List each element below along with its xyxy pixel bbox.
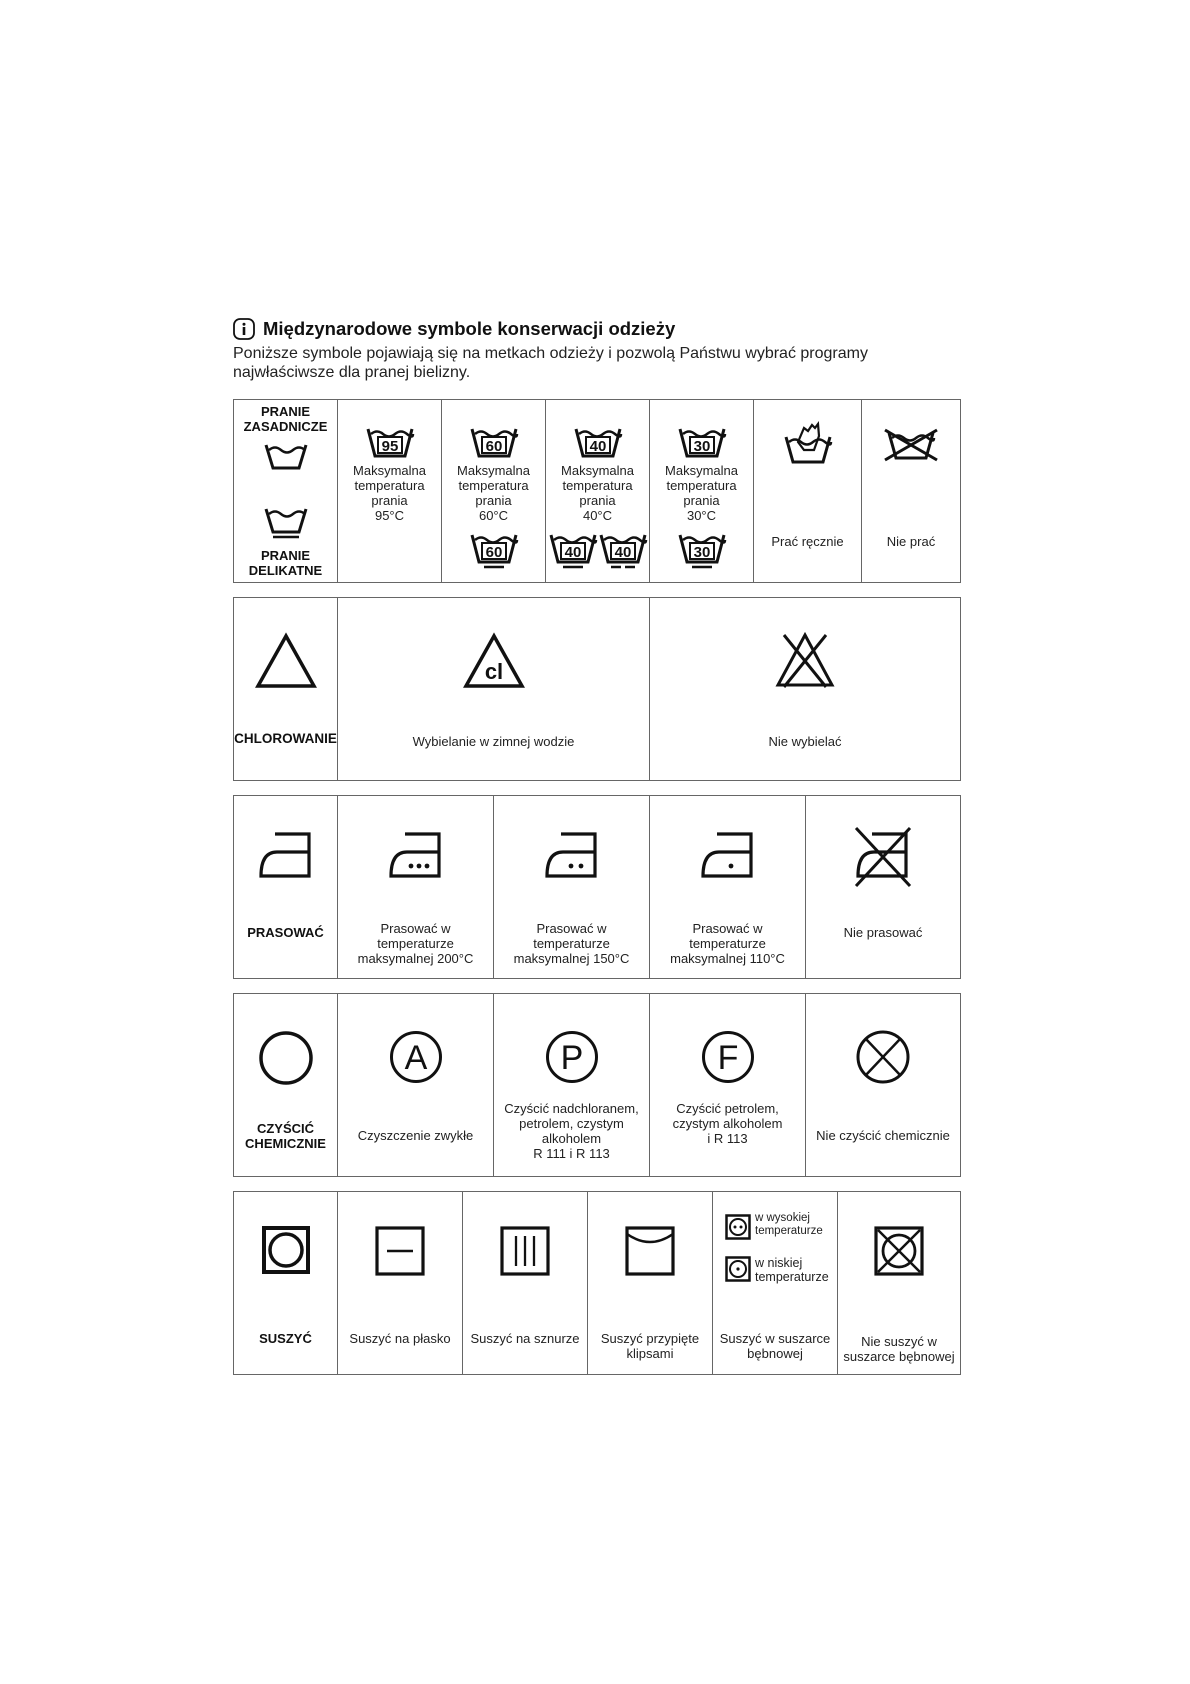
washtub-95-icon xyxy=(366,426,414,458)
delicate-wash-label: PRANIE DELIKATNE xyxy=(248,548,323,578)
dry-clean-normal-label: Czyszczenie zwykłe xyxy=(357,1128,474,1143)
iron-200-label: Prasować w temperaturze maksymalnej 200°C xyxy=(357,921,474,966)
dry-clean-f-label: Czyścić petrolem, czystym alkoholem i R 113 xyxy=(672,1101,783,1146)
cold-bleach-label: Wybielanie w zimnej wodzie xyxy=(412,734,575,749)
wash-30-cell xyxy=(650,400,754,583)
drying-table xyxy=(233,1191,961,1375)
no-tumble-dry-cell xyxy=(838,1192,961,1375)
tumble-low-icon xyxy=(725,1256,751,1282)
tumble-dry-label: Suszyć w suszarce bębnowej xyxy=(719,1331,831,1361)
drip-dry-label: Suszyć przypięte klipsami xyxy=(600,1331,700,1361)
no-wash-label: Nie prać xyxy=(886,534,936,549)
svg-text:A: A xyxy=(404,1039,427,1077)
iron-icon xyxy=(257,830,315,880)
washtub-60-icon xyxy=(470,426,518,458)
no-dry-clean-icon xyxy=(855,1028,911,1086)
wash-40-cell xyxy=(546,400,650,583)
no-iron-cell xyxy=(806,796,961,979)
washtub-60-delicate-icon xyxy=(470,532,518,570)
tumble-dry-icon xyxy=(262,1226,310,1274)
svg-text:60: 60 xyxy=(485,544,502,561)
dry-flat-cell xyxy=(338,1192,463,1375)
drying-label-cell xyxy=(234,1192,338,1375)
svg-text:P: P xyxy=(560,1039,583,1077)
hand-wash-cell xyxy=(754,400,862,583)
wash-60-caption: Maksymalna temperatura prania 60°C xyxy=(457,463,530,523)
svg-text:40: 40 xyxy=(564,544,581,561)
svg-text:30: 30 xyxy=(693,438,710,455)
bleaching-label: CHLOROWANIE xyxy=(234,731,337,746)
dry-flat-icon xyxy=(375,1226,425,1276)
no-iron-label: Nie prasować xyxy=(843,925,923,940)
washtub-delicate-icon xyxy=(264,506,308,540)
intro-text: Poniższe symbole pojawiają się na metkach odzieży i pozwolą Państwu wybrać programy najwłaściwsze dla pranej bielizny. xyxy=(233,345,868,381)
svg-text:cl: cl xyxy=(484,659,503,684)
page-title: Międzynarodowe symbole konserwacji odzieży xyxy=(263,318,676,339)
circle-f-icon xyxy=(701,1030,755,1084)
iron-one-dot-icon xyxy=(699,830,757,880)
info-icon xyxy=(233,318,255,340)
washing-table xyxy=(233,399,961,583)
iron-110-cell xyxy=(650,796,806,979)
circle-a-icon xyxy=(389,1030,443,1084)
cold-bleach-cell xyxy=(338,598,650,781)
bleaching-table xyxy=(233,597,961,781)
drying-label: SUSZYĆ xyxy=(259,1331,312,1346)
wash-60-cell xyxy=(442,400,546,583)
iron-200-cell xyxy=(338,796,494,979)
ironing-table xyxy=(233,795,961,979)
svg-text:40: 40 xyxy=(614,544,631,561)
dry-line-icon xyxy=(500,1226,550,1276)
svg-text:60: 60 xyxy=(485,438,502,455)
no-wash-cell xyxy=(862,400,961,583)
svg-text:30: 30 xyxy=(693,544,710,561)
ironing-label-cell xyxy=(234,796,338,979)
dry-cleaning-table xyxy=(233,993,961,1177)
dry-flat-label: Suszyć na płasko xyxy=(349,1331,451,1346)
no-iron-icon xyxy=(852,826,914,888)
no-bleach-label: Nie wybielać xyxy=(768,734,842,749)
wash-95-caption: Maksymalna temperatura prania 95°C xyxy=(353,463,426,523)
page-header xyxy=(233,318,953,382)
washtub-30-delicate-icon xyxy=(678,532,726,570)
iron-three-dots-icon xyxy=(387,830,445,880)
dry-cleaning-label-cell xyxy=(234,994,338,1177)
tumble-high-icon xyxy=(725,1214,751,1240)
no-wash-icon xyxy=(883,428,939,462)
tumble-low-label: w niskiej temperaturze xyxy=(755,1256,829,1284)
dry-cleaning-label: CZYŚCIĆ CHEMICZNIE xyxy=(245,1121,326,1151)
hand-wash-icon xyxy=(784,422,832,466)
washtub-30-icon xyxy=(678,426,726,458)
no-dry-clean-cell xyxy=(806,994,961,1177)
svg-text:F: F xyxy=(717,1039,738,1077)
no-bleach-cell xyxy=(650,598,961,781)
triangle-icon xyxy=(255,633,317,689)
hand-wash-label: Prać ręcznie xyxy=(771,534,844,549)
circle-icon xyxy=(258,1030,314,1086)
no-tumble-dry-label: Nie suszyć w suszarce bębnowej xyxy=(843,1334,955,1364)
iron-150-label: Prasować w temperaturze maksymalnej 150°C xyxy=(513,921,630,966)
drip-dry-icon xyxy=(625,1226,675,1276)
drip-dry-cell xyxy=(588,1192,713,1375)
dry-clean-p-label: Czyścić nadchloranem, petrolem, czystym alkoholem R 111 i R 113 xyxy=(504,1101,639,1161)
washing-label-cell xyxy=(234,400,338,583)
dry-clean-f-cell xyxy=(650,994,806,1177)
wash-95-cell xyxy=(338,400,442,583)
no-bleach-icon xyxy=(774,630,836,690)
basic-wash-label: PRANIE ZASADNICZE xyxy=(243,404,328,434)
iron-two-dots-icon xyxy=(543,830,601,880)
dry-line-cell xyxy=(463,1192,588,1375)
washtub-40-icon xyxy=(574,426,622,458)
dry-clean-a-cell xyxy=(338,994,494,1177)
bleaching-label-cell xyxy=(234,598,338,781)
no-tumble-dry-icon xyxy=(874,1226,924,1276)
ironing-label: PRASOWAĆ xyxy=(247,925,324,940)
cl-triangle-icon xyxy=(463,633,525,689)
iron-150-cell xyxy=(494,796,650,979)
dry-clean-p-cell xyxy=(494,994,650,1177)
tumble-dry-cell xyxy=(713,1192,838,1375)
wash-30-caption: Maksymalna temperatura prania 30°C xyxy=(665,463,738,523)
circle-p-icon xyxy=(545,1030,599,1084)
no-dry-clean-label: Nie czyścić chemicznie xyxy=(816,1128,950,1143)
svg-text:95: 95 xyxy=(381,438,398,455)
washtub-icon xyxy=(264,442,308,470)
dry-line-label: Suszyć na sznurze xyxy=(470,1331,580,1346)
tumble-high-label: w wysokiej temperaturze xyxy=(755,1212,823,1237)
washtub-40-delicate-icons xyxy=(549,532,647,570)
wash-40-caption: Maksymalna temperatura prania 40°C xyxy=(561,463,634,523)
svg-text:40: 40 xyxy=(589,438,606,455)
iron-110-label: Prasować w temperaturze maksymalnej 110°C xyxy=(670,921,785,966)
